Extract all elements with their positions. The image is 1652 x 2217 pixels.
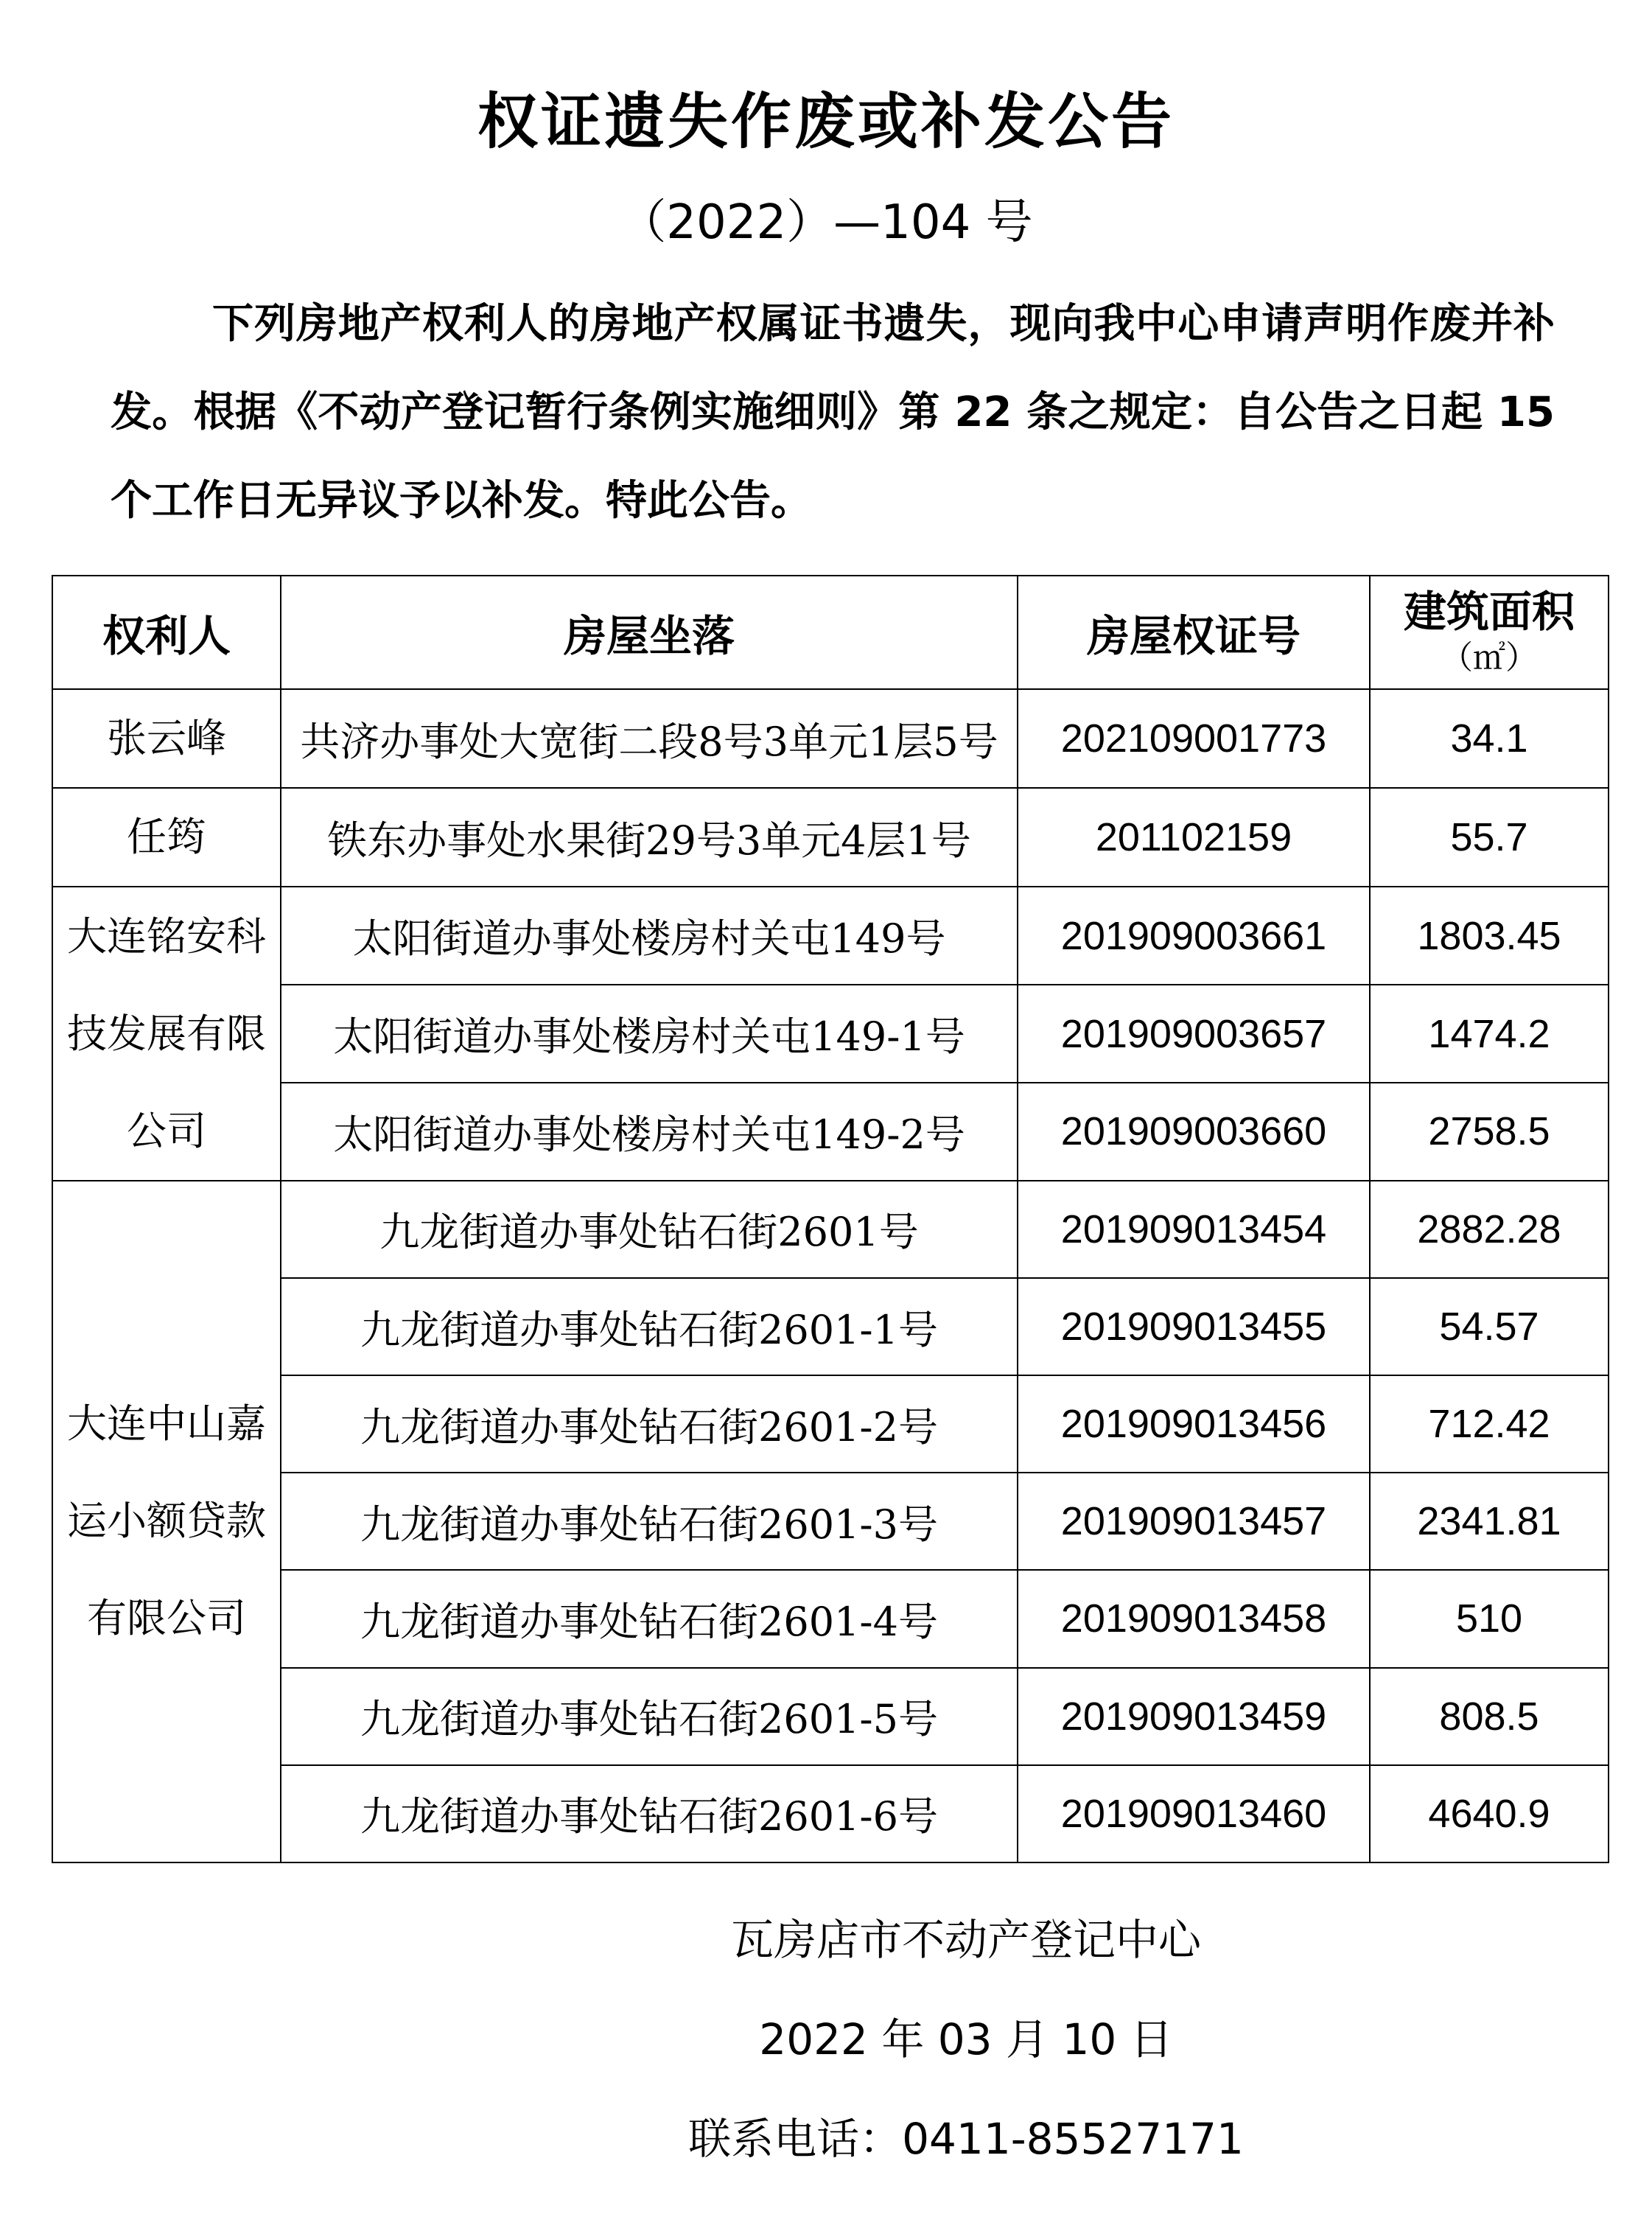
cert-no-cell: 201909013455 xyxy=(1018,1278,1370,1375)
area-cell: 1803.45 xyxy=(1370,887,1609,985)
announcement-body: 下列房地产权利人的房地产权属证书遗失，现向我中心申请声明作废并补发。根据《不动产登记暂行条例实施细则》第 22 条之规定：自公告之日起 15 个工作日无异议予以补发。特此公告。 xyxy=(111,300,1555,525)
cert-no-cell: 201909003657 xyxy=(1018,985,1370,1083)
date-line xyxy=(0,2005,1652,2067)
table-row xyxy=(52,887,1609,985)
holder-cell: 张云峰 xyxy=(52,689,281,788)
table-row xyxy=(52,689,1609,788)
area-cell: 1474.2 xyxy=(1370,985,1609,1083)
cert-no-cell: 201909013460 xyxy=(1018,1765,1370,1862)
table-row xyxy=(52,1570,1609,1667)
location-cell: 共济办事处大宽街二段8号3单元1层5号 xyxy=(281,689,1018,788)
holder-cell: 任筠 xyxy=(52,788,281,887)
table-row xyxy=(52,1181,1609,1278)
location-cell: 九龙街道办事处钻石街2601-5号 xyxy=(281,1668,1018,1765)
header-location: 房屋坐落 xyxy=(281,576,1018,689)
area-cell: 2882.28 xyxy=(1370,1181,1609,1278)
page-title: 权证遗失作废或补发公告 xyxy=(477,87,1175,157)
cert-no-cell: 201909003660 xyxy=(1018,1083,1370,1181)
location-cell: 太阳街道办事处楼房村关屯149-2号 xyxy=(281,1083,1018,1181)
cert-no-cell: 201909003661 xyxy=(1018,887,1370,985)
phone-line xyxy=(0,2104,1652,2166)
table-row xyxy=(52,1375,1609,1473)
location-cell: 九龙街道办事处钻石街2601-4号 xyxy=(281,1570,1018,1667)
cert-no-cell: 201909013457 xyxy=(1018,1473,1370,1570)
table-row xyxy=(52,1765,1609,1862)
area-cell: 2758.5 xyxy=(1370,1083,1609,1181)
table-row xyxy=(52,788,1609,887)
location-cell: 九龙街道办事处钻石街2601-6号 xyxy=(281,1765,1018,1862)
location-cell: 太阳街道办事处楼房村关屯149号 xyxy=(281,887,1018,985)
cert-no-cell: 201909013454 xyxy=(1018,1181,1370,1278)
area-cell: 4640.9 xyxy=(1370,1765,1609,1862)
table-row xyxy=(52,985,1609,1083)
location-cell: 九龙街道办事处钻石街2601号 xyxy=(281,1181,1018,1278)
table-row xyxy=(52,1278,1609,1375)
header-area-unit: （㎡） xyxy=(1441,639,1538,677)
table-row xyxy=(52,1083,1609,1181)
area-cell: 712.42 xyxy=(1370,1375,1609,1473)
area-cell: 510 xyxy=(1370,1570,1609,1667)
location-cell: 太阳街道办事处楼房村关屯149-1号 xyxy=(281,985,1018,1083)
contact-phone: 联系电话：0411-85527171 xyxy=(688,2114,1244,2164)
cert-no-cell: 201909013456 xyxy=(1018,1375,1370,1473)
location-cell: 九龙街道办事处钻石街2601-1号 xyxy=(281,1278,1018,1375)
cert-no-cell: 201102159 xyxy=(1018,788,1370,887)
header-area-label: 建筑面积 xyxy=(1403,587,1575,637)
issuer-line xyxy=(0,1905,1652,1967)
certificate-table xyxy=(52,575,1609,1863)
issue-date: 2022 年 03 月 10 日 xyxy=(759,2014,1173,2064)
cert-no-cell: 201909013459 xyxy=(1018,1668,1370,1765)
area-cell: 54.57 xyxy=(1370,1278,1609,1375)
holder-cell: 大连中山嘉运小额贷款有限公司 xyxy=(52,1181,281,1862)
header-cert-no: 房屋权证号 xyxy=(1018,576,1370,689)
area-cell: 808.5 xyxy=(1370,1668,1609,1765)
issuer-name: 瓦房店市不动产登记中心 xyxy=(730,1915,1201,1965)
table-row xyxy=(52,1473,1609,1570)
area-cell: 2341.81 xyxy=(1370,1473,1609,1570)
area-cell: 34.1 xyxy=(1370,689,1609,788)
location-cell: 九龙街道办事处钻石街2601-3号 xyxy=(281,1473,1018,1570)
location-cell: 铁东办事处水果街29号3单元4层1号 xyxy=(281,788,1018,887)
document-number: （2022）—104 号 xyxy=(619,195,1033,250)
cert-no-cell: 202109001773 xyxy=(1018,689,1370,788)
area-cell: 55.7 xyxy=(1370,788,1609,887)
cert-no-cell: 201909013458 xyxy=(1018,1570,1370,1667)
header-area xyxy=(1370,576,1609,689)
table-header-row xyxy=(52,576,1609,689)
holder-cell: 大连铭安科技发展有限公司 xyxy=(52,887,281,1180)
header-holder: 权利人 xyxy=(52,576,281,689)
table-row xyxy=(52,1668,1609,1765)
location-cell: 九龙街道办事处钻石街2601-2号 xyxy=(281,1375,1018,1473)
